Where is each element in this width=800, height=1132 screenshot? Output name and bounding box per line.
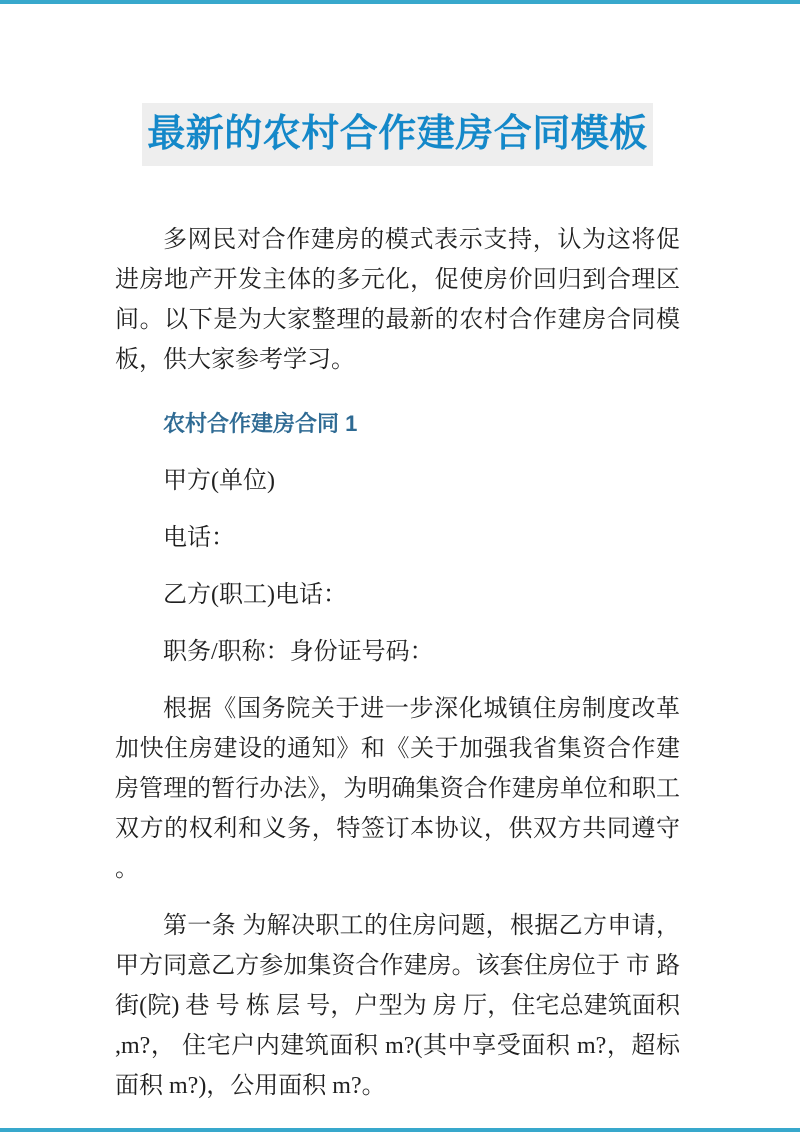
intro-paragraph: 多网民对合作建房的模式表示支持，认为这将促进房地产开发主体的多元化，促使房价回归到合理区间。以下是为大家整理的最新的农村合作建房合同模板，供大家参考学习。 — [115, 227, 680, 373]
paragraph: 电话： — [163, 525, 235, 551]
paragraph: 乙方(职工)电话： — [163, 582, 347, 608]
section-heading: 农村合作建房合同 1 — [163, 411, 358, 436]
top-accent-line — [0, 0, 800, 4]
paragraphs — [115, 461, 680, 1106]
bottom-accent-line — [0, 1128, 800, 1132]
page-title-text: 最新的农村合作建房合同模板 — [142, 103, 653, 166]
paragraph: 职务/职称：身份证号码： — [163, 639, 434, 665]
paragraph: 甲方(单位) — [163, 468, 275, 494]
page-title — [115, 103, 680, 166]
paragraph: 根据《国务院关于进一步深化城镇住房制度改革加快住房建设的通知》和《关于加强我省集资合作建房管理的暂行办法》，为明确集资合作建房单位和职工双方的权利和义务，特签订本协议，供双方共同遵守。 — [115, 696, 680, 882]
paragraph: 第一条 为解决职工的住房问题，根据乙方申请，甲方同意乙方参加集资合作建房。该套住房位于 市 路 街(院) 巷 号 栋 层 号，户型为 房 厅，住宅总建筑面积 ,m?， 住宅户内建筑面积 m?(其中享受面积 m?，超标面积 m?)，公用面积 m?。 — [115, 913, 680, 1099]
